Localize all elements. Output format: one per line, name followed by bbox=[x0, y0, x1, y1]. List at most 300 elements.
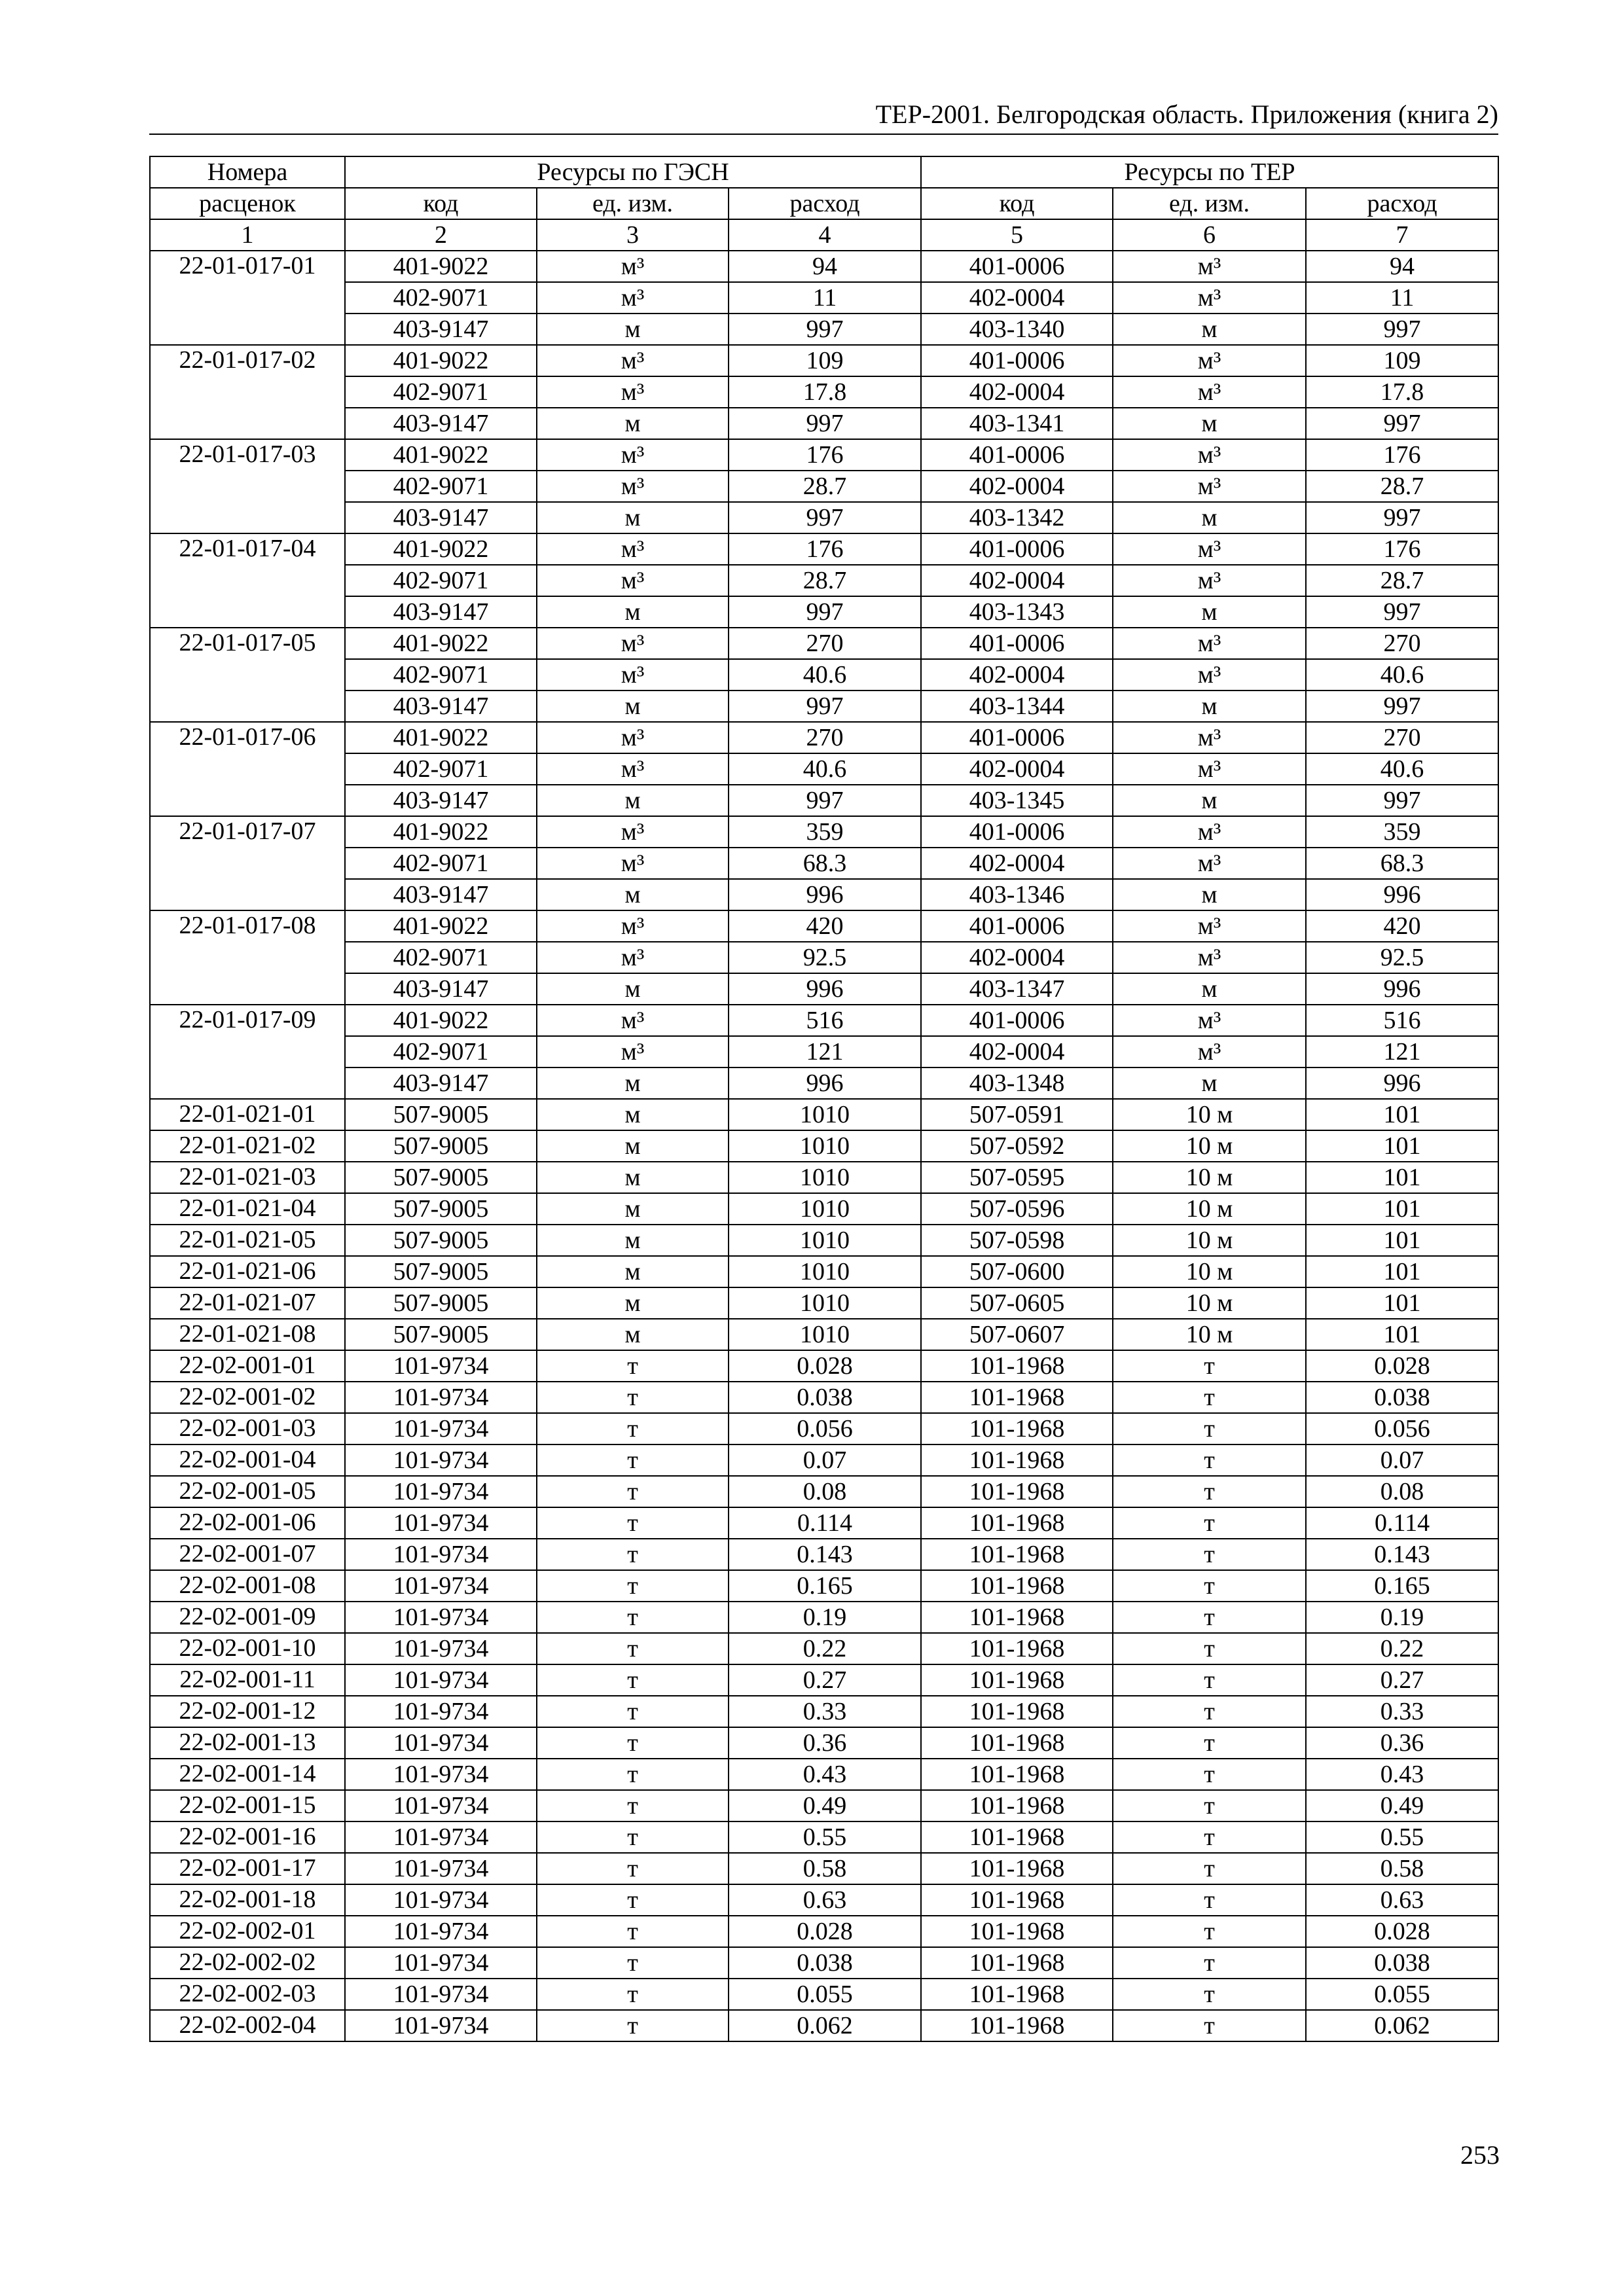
gesn-unit-cell: м bbox=[537, 1256, 729, 1287]
ter-amount-cell: 0.08 bbox=[1306, 1476, 1498, 1507]
rate-number-cell: 22-02-001-06 bbox=[150, 1507, 345, 1539]
ter-unit-cell: м³ bbox=[1113, 942, 1306, 973]
column-number: 1 bbox=[150, 219, 345, 251]
rate-number-cell: 22-02-002-02 bbox=[150, 1947, 345, 1979]
ter-code-cell: 101-1968 bbox=[921, 1444, 1113, 1476]
ter-amount-cell: 0.062 bbox=[1306, 2010, 1498, 2041]
ter-amount-cell: 997 bbox=[1306, 596, 1498, 628]
ter-unit-cell: 10 м bbox=[1113, 1256, 1306, 1287]
ter-amount-cell: 0.143 bbox=[1306, 1539, 1498, 1570]
table-row bbox=[150, 722, 1498, 753]
table-row bbox=[150, 1979, 1498, 2010]
ter-amount-cell: 11 bbox=[1306, 282, 1498, 314]
gesn-code-cell: 101-9734 bbox=[345, 1947, 537, 1979]
ter-code-cell: 507-0595 bbox=[921, 1162, 1113, 1193]
rate-number-cell: 22-02-002-04 bbox=[150, 2010, 345, 2041]
gesn-code-cell: 401-9022 bbox=[345, 533, 537, 565]
ter-unit-cell: 10 м bbox=[1113, 1130, 1306, 1162]
resources-table bbox=[149, 156, 1499, 2042]
ter-unit-cell: м³ bbox=[1113, 471, 1306, 502]
table-row bbox=[150, 345, 1498, 376]
gesn-code-cell: 402-9071 bbox=[345, 942, 537, 973]
ter-amount-cell: 0.55 bbox=[1306, 1821, 1498, 1853]
table-row bbox=[150, 502, 1498, 533]
ter-unit-cell: м³ bbox=[1113, 659, 1306, 691]
ter-unit-cell: т bbox=[1113, 1570, 1306, 1602]
gesn-code-cell: 401-9022 bbox=[345, 345, 537, 376]
gesn-unit-cell: т bbox=[537, 1413, 729, 1444]
header-title: ТЕР-2001. Белгородская область. Приложения (книга 2) bbox=[875, 99, 1498, 129]
gesn-code-cell: 402-9071 bbox=[345, 848, 537, 879]
gesn-amount-cell: 516 bbox=[729, 1005, 921, 1036]
table-row bbox=[150, 848, 1498, 879]
ter-unit-cell: т bbox=[1113, 1853, 1306, 1884]
rate-number-cell: 22-01-021-07 bbox=[150, 1287, 345, 1319]
ter-amount-cell: 420 bbox=[1306, 910, 1498, 942]
rate-number-cell: 22-01-021-05 bbox=[150, 1225, 345, 1256]
table-row bbox=[150, 533, 1498, 565]
ter-unit-cell: т bbox=[1113, 1413, 1306, 1444]
gesn-amount-cell: 176 bbox=[729, 439, 921, 471]
rate-number-cell: 22-01-021-01 bbox=[150, 1099, 345, 1130]
rate-number-cell: 22-01-021-06 bbox=[150, 1256, 345, 1287]
rate-number-cell: 22-02-001-11 bbox=[150, 1664, 345, 1696]
table-row bbox=[150, 1884, 1498, 1916]
gesn-code-cell: 403-9147 bbox=[345, 879, 537, 910]
gesn-unit-cell: м bbox=[537, 1067, 729, 1099]
ter-amount-cell: 0.63 bbox=[1306, 1884, 1498, 1916]
ter-unit-cell: 10 м bbox=[1113, 1225, 1306, 1256]
ter-unit-cell: м bbox=[1113, 408, 1306, 439]
gesn-code-cell: 403-9147 bbox=[345, 502, 537, 533]
ter-code-cell: 101-1968 bbox=[921, 1570, 1113, 1602]
gesn-code-cell: 101-9734 bbox=[345, 1979, 537, 2010]
gesn-amount-cell: 0.055 bbox=[729, 1979, 921, 2010]
table-row bbox=[150, 1193, 1498, 1225]
gesn-code-cell: 507-9005 bbox=[345, 1225, 537, 1256]
gesn-unit-cell: т bbox=[537, 1507, 729, 1539]
gesn-amount-cell: 94 bbox=[729, 251, 921, 282]
ter-amount-cell: 996 bbox=[1306, 879, 1498, 910]
gesn-unit-cell: м bbox=[537, 879, 729, 910]
ter-amount-header: расход bbox=[1306, 188, 1498, 219]
gesn-code-cell: 101-9734 bbox=[345, 1382, 537, 1413]
gesn-unit-cell: м³ bbox=[537, 1005, 729, 1036]
ter-amount-cell: 101 bbox=[1306, 1162, 1498, 1193]
table-row bbox=[150, 1382, 1498, 1413]
ter-amount-cell: 270 bbox=[1306, 628, 1498, 659]
rate-number-cell: 22-02-001-01 bbox=[150, 1350, 345, 1382]
ter-unit-cell: т bbox=[1113, 1382, 1306, 1413]
table-row bbox=[150, 1413, 1498, 1444]
rate-number-cell: 22-02-001-02 bbox=[150, 1382, 345, 1413]
table-row bbox=[150, 282, 1498, 314]
ter-amount-cell: 0.19 bbox=[1306, 1602, 1498, 1633]
column-number: 7 bbox=[1306, 219, 1498, 251]
table-row bbox=[150, 439, 1498, 471]
ter-amount-cell: 996 bbox=[1306, 1067, 1498, 1099]
rate-number-cell: 22-02-001-14 bbox=[150, 1759, 345, 1790]
gesn-amount-cell: 0.028 bbox=[729, 1350, 921, 1382]
gesn-amount-cell: 0.55 bbox=[729, 1821, 921, 1853]
gesn-unit-cell: т bbox=[537, 1570, 729, 1602]
column-number: 3 bbox=[537, 219, 729, 251]
ter-code-cell: 402-0004 bbox=[921, 848, 1113, 879]
ter-code-cell: 101-1968 bbox=[921, 1696, 1113, 1727]
ter-code-cell: 101-1968 bbox=[921, 1476, 1113, 1507]
rate-number-cell: 22-01-017-09 bbox=[150, 1005, 345, 1099]
rate-number-cell: 22-01-021-08 bbox=[150, 1319, 345, 1350]
gesn-amount-cell: 997 bbox=[729, 596, 921, 628]
ter-code-cell: 507-0598 bbox=[921, 1225, 1113, 1256]
gesn-amount-cell: 996 bbox=[729, 973, 921, 1005]
ter-code-cell: 403-1344 bbox=[921, 691, 1113, 722]
gesn-amount-cell: 0.58 bbox=[729, 1853, 921, 1884]
ter-amount-cell: 0.36 bbox=[1306, 1727, 1498, 1759]
gesn-code-cell: 402-9071 bbox=[345, 565, 537, 596]
table-row bbox=[150, 1162, 1498, 1193]
ter-code-cell: 401-0006 bbox=[921, 722, 1113, 753]
gesn-code-cell: 101-9734 bbox=[345, 1821, 537, 1853]
ter-amount-cell: 997 bbox=[1306, 314, 1498, 345]
ter-unit-cell: м bbox=[1113, 314, 1306, 345]
gesn-amount-cell: 0.49 bbox=[729, 1790, 921, 1821]
table-row bbox=[150, 1853, 1498, 1884]
gesn-amount-cell: 359 bbox=[729, 816, 921, 848]
gesn-code-cell: 507-9005 bbox=[345, 1099, 537, 1130]
gesn-unit-cell: т bbox=[537, 1916, 729, 1947]
gesn-amount-cell: 997 bbox=[729, 785, 921, 816]
gesn-amount-cell: 1010 bbox=[729, 1287, 921, 1319]
gesn-unit-cell: м bbox=[537, 408, 729, 439]
gesn-amount-cell: 0.19 bbox=[729, 1602, 921, 1633]
ter-code-cell: 401-0006 bbox=[921, 439, 1113, 471]
rate-number-cell: 22-01-017-01 bbox=[150, 251, 345, 345]
ter-amount-cell: 40.6 bbox=[1306, 659, 1498, 691]
ter-code-cell: 403-1342 bbox=[921, 502, 1113, 533]
ter-unit-cell: м³ bbox=[1113, 816, 1306, 848]
ter-code-cell: 507-0607 bbox=[921, 1319, 1113, 1350]
gesn-unit-cell: м bbox=[537, 973, 729, 1005]
gesn-unit-cell: м³ bbox=[537, 848, 729, 879]
gesn-amount-cell: 997 bbox=[729, 502, 921, 533]
ter-code-cell: 101-1968 bbox=[921, 1539, 1113, 1570]
ter-code-cell: 101-1968 bbox=[921, 1633, 1113, 1664]
ter-unit-cell: м bbox=[1113, 785, 1306, 816]
rate-number-cell: 22-01-017-08 bbox=[150, 910, 345, 1005]
ter-code-cell: 507-0605 bbox=[921, 1287, 1113, 1319]
gesn-amount-cell: 0.07 bbox=[729, 1444, 921, 1476]
ter-code-cell: 101-1968 bbox=[921, 1821, 1113, 1853]
ter-amount-cell: 176 bbox=[1306, 439, 1498, 471]
table-row bbox=[150, 879, 1498, 910]
table-row bbox=[150, 376, 1498, 408]
ter-unit-cell: м bbox=[1113, 691, 1306, 722]
ter-unit-cell: м³ bbox=[1113, 753, 1306, 785]
gesn-amount-cell: 0.062 bbox=[729, 2010, 921, 2041]
ter-code-cell: 507-0600 bbox=[921, 1256, 1113, 1287]
gesn-code-cell: 101-9734 bbox=[345, 1507, 537, 1539]
ter-unit-cell: м³ bbox=[1113, 439, 1306, 471]
gesn-amount-cell: 1010 bbox=[729, 1319, 921, 1350]
rate-number-cell: 22-02-001-12 bbox=[150, 1696, 345, 1727]
table-row bbox=[150, 1067, 1498, 1099]
gesn-unit-cell: м bbox=[537, 1130, 729, 1162]
ter-code-cell: 401-0006 bbox=[921, 1005, 1113, 1036]
ter-unit-cell: м³ bbox=[1113, 565, 1306, 596]
gesn-unit-cell: м³ bbox=[537, 565, 729, 596]
gesn-unit-cell: м bbox=[537, 1099, 729, 1130]
ter-amount-cell: 68.3 bbox=[1306, 848, 1498, 879]
gesn-unit-cell: м³ bbox=[537, 910, 729, 942]
ter-amount-cell: 101 bbox=[1306, 1193, 1498, 1225]
ter-unit-cell: м³ bbox=[1113, 1036, 1306, 1067]
gesn-amount-header: расход bbox=[729, 188, 921, 219]
rate-number-cell: 22-02-001-15 bbox=[150, 1790, 345, 1821]
gesn-code-cell: 403-9147 bbox=[345, 691, 537, 722]
column-number: 5 bbox=[921, 219, 1113, 251]
gesn-unit-cell: м³ bbox=[537, 282, 729, 314]
gesn-unit-cell: м³ bbox=[537, 439, 729, 471]
gesn-unit-cell: т bbox=[537, 1476, 729, 1507]
gesn-code-cell: 402-9071 bbox=[345, 753, 537, 785]
ter-amount-cell: 101 bbox=[1306, 1256, 1498, 1287]
ter-code-cell: 403-1345 bbox=[921, 785, 1113, 816]
ter-code-cell: 402-0004 bbox=[921, 942, 1113, 973]
gesn-unit-cell: т bbox=[537, 1979, 729, 2010]
ter-amount-cell: 270 bbox=[1306, 722, 1498, 753]
ter-unit-cell: т bbox=[1113, 1916, 1306, 1947]
gesn-code-cell: 101-9734 bbox=[345, 1853, 537, 1884]
ter-unit-cell: т bbox=[1113, 1444, 1306, 1476]
gesn-unit-cell: м bbox=[537, 596, 729, 628]
gesn-amount-cell: 996 bbox=[729, 879, 921, 910]
table-row bbox=[150, 910, 1498, 942]
rate-number-cell: 22-01-017-03 bbox=[150, 439, 345, 533]
ter-group-header: Ресурсы по ТЕР bbox=[921, 156, 1498, 188]
ter-unit-cell: м³ bbox=[1113, 1005, 1306, 1036]
ter-code-cell: 101-1968 bbox=[921, 1727, 1113, 1759]
gesn-amount-cell: 270 bbox=[729, 722, 921, 753]
table-row bbox=[150, 1916, 1498, 1947]
gesn-amount-cell: 997 bbox=[729, 314, 921, 345]
gesn-unit-cell: т bbox=[537, 1759, 729, 1790]
ter-code-cell: 402-0004 bbox=[921, 282, 1113, 314]
gesn-code-cell: 402-9071 bbox=[345, 471, 537, 502]
gesn-code-cell: 403-9147 bbox=[345, 1067, 537, 1099]
ter-unit-cell: т bbox=[1113, 1727, 1306, 1759]
gesn-unit-cell: т bbox=[537, 1444, 729, 1476]
ter-code-cell: 101-1968 bbox=[921, 1413, 1113, 1444]
ter-unit-header: ед. изм. bbox=[1113, 188, 1306, 219]
ter-unit-cell: т bbox=[1113, 1633, 1306, 1664]
column-number: 4 bbox=[729, 219, 921, 251]
table-row bbox=[150, 1821, 1498, 1853]
ter-code-header: код bbox=[921, 188, 1113, 219]
ter-unit-cell: т bbox=[1113, 1979, 1306, 2010]
ter-code-cell: 101-1968 bbox=[921, 1947, 1113, 1979]
rate-number-cell: 22-01-021-04 bbox=[150, 1193, 345, 1225]
gesn-unit-cell: м³ bbox=[537, 345, 729, 376]
gesn-unit-cell: т bbox=[537, 1947, 729, 1979]
ter-unit-cell: т bbox=[1113, 1507, 1306, 1539]
gesn-amount-cell: 92.5 bbox=[729, 942, 921, 973]
ter-unit-cell: т bbox=[1113, 1539, 1306, 1570]
gesn-amount-cell: 0.038 bbox=[729, 1947, 921, 1979]
ter-code-cell: 507-0591 bbox=[921, 1099, 1113, 1130]
gesn-code-cell: 101-9734 bbox=[345, 1916, 537, 1947]
ter-unit-cell: т bbox=[1113, 1350, 1306, 1382]
gesn-unit-cell: м bbox=[537, 314, 729, 345]
ter-code-cell: 401-0006 bbox=[921, 628, 1113, 659]
ter-code-cell: 402-0004 bbox=[921, 659, 1113, 691]
header-row-2 bbox=[150, 188, 1498, 219]
ter-code-cell: 401-0006 bbox=[921, 345, 1113, 376]
gesn-code-cell: 403-9147 bbox=[345, 408, 537, 439]
ter-code-cell: 403-1348 bbox=[921, 1067, 1113, 1099]
table-row bbox=[150, 596, 1498, 628]
ter-amount-cell: 0.22 bbox=[1306, 1633, 1498, 1664]
gesn-code-cell: 402-9071 bbox=[345, 376, 537, 408]
table-row bbox=[150, 251, 1498, 282]
gesn-amount-cell: 11 bbox=[729, 282, 921, 314]
ter-unit-cell: м³ bbox=[1113, 722, 1306, 753]
gesn-code-cell: 507-9005 bbox=[345, 1130, 537, 1162]
gesn-unit-cell: м³ bbox=[537, 753, 729, 785]
ter-amount-cell: 0.055 bbox=[1306, 1979, 1498, 2010]
ter-amount-cell: 101 bbox=[1306, 1225, 1498, 1256]
ter-code-cell: 401-0006 bbox=[921, 816, 1113, 848]
gesn-code-cell: 403-9147 bbox=[345, 973, 537, 1005]
gesn-amount-cell: 1010 bbox=[729, 1099, 921, 1130]
gesn-unit-cell: м bbox=[537, 1287, 729, 1319]
ter-unit-cell: м³ bbox=[1113, 628, 1306, 659]
gesn-amount-cell: 0.36 bbox=[729, 1727, 921, 1759]
ter-unit-cell: т bbox=[1113, 1696, 1306, 1727]
gesn-unit-cell: т bbox=[537, 1350, 729, 1382]
ter-amount-cell: 0.056 bbox=[1306, 1413, 1498, 1444]
gesn-amount-cell: 0.114 bbox=[729, 1507, 921, 1539]
table-row bbox=[150, 785, 1498, 816]
ter-unit-cell: т bbox=[1113, 1790, 1306, 1821]
gesn-amount-cell: 0.165 bbox=[729, 1570, 921, 1602]
table-row bbox=[150, 1790, 1498, 1821]
gesn-code-cell: 401-9022 bbox=[345, 1005, 537, 1036]
ter-amount-cell: 516 bbox=[1306, 1005, 1498, 1036]
ter-amount-cell: 176 bbox=[1306, 533, 1498, 565]
rate-number-cell: 22-02-001-05 bbox=[150, 1476, 345, 1507]
ter-amount-cell: 359 bbox=[1306, 816, 1498, 848]
ter-amount-cell: 997 bbox=[1306, 691, 1498, 722]
table-row bbox=[150, 628, 1498, 659]
rate-number-cell: 22-01-017-02 bbox=[150, 345, 345, 439]
table-row bbox=[150, 973, 1498, 1005]
rate-number-cell: 22-02-001-10 bbox=[150, 1633, 345, 1664]
gesn-amount-cell: 176 bbox=[729, 533, 921, 565]
numbers-header-top: Номера bbox=[150, 156, 345, 188]
ter-amount-cell: 17.8 bbox=[1306, 376, 1498, 408]
gesn-unit-cell: м bbox=[537, 691, 729, 722]
table-row bbox=[150, 1947, 1498, 1979]
table-row bbox=[150, 408, 1498, 439]
ter-code-cell: 402-0004 bbox=[921, 471, 1113, 502]
table-row bbox=[150, 942, 1498, 973]
table-row bbox=[150, 1350, 1498, 1382]
gesn-unit-cell: м³ bbox=[537, 251, 729, 282]
ter-unit-cell: м³ bbox=[1113, 345, 1306, 376]
gesn-unit-cell: т bbox=[537, 1602, 729, 1633]
rate-number-cell: 22-02-001-04 bbox=[150, 1444, 345, 1476]
gesn-unit-cell: т bbox=[537, 1696, 729, 1727]
ter-code-cell: 403-1347 bbox=[921, 973, 1113, 1005]
gesn-code-cell: 101-9734 bbox=[345, 2010, 537, 2041]
rate-number-cell: 22-02-001-18 bbox=[150, 1884, 345, 1916]
ter-code-cell: 403-1341 bbox=[921, 408, 1113, 439]
ter-unit-cell: т bbox=[1113, 1602, 1306, 1633]
ter-unit-cell: 10 м bbox=[1113, 1193, 1306, 1225]
gesn-amount-cell: 0.143 bbox=[729, 1539, 921, 1570]
gesn-code-cell: 101-9734 bbox=[345, 1633, 537, 1664]
ter-amount-cell: 996 bbox=[1306, 973, 1498, 1005]
rate-number-cell: 22-02-001-09 bbox=[150, 1602, 345, 1633]
table-row bbox=[150, 471, 1498, 502]
gesn-code-cell: 403-9147 bbox=[345, 596, 537, 628]
gesn-code-cell: 507-9005 bbox=[345, 1256, 537, 1287]
gesn-amount-cell: 1010 bbox=[729, 1130, 921, 1162]
gesn-code-cell: 401-9022 bbox=[345, 439, 537, 471]
ter-unit-cell: 10 м bbox=[1113, 1099, 1306, 1130]
gesn-unit-cell: т bbox=[537, 1539, 729, 1570]
gesn-code-cell: 101-9734 bbox=[345, 1570, 537, 1602]
ter-unit-cell: т bbox=[1113, 1947, 1306, 1979]
gesn-amount-cell: 997 bbox=[729, 408, 921, 439]
gesn-code-cell: 101-9734 bbox=[345, 1476, 537, 1507]
table-row bbox=[150, 314, 1498, 345]
gesn-code-cell: 101-9734 bbox=[345, 1350, 537, 1382]
ter-code-cell: 403-1343 bbox=[921, 596, 1113, 628]
table-row bbox=[150, 1287, 1498, 1319]
gesn-amount-cell: 40.6 bbox=[729, 659, 921, 691]
rate-number-cell: 22-02-001-03 bbox=[150, 1413, 345, 1444]
ter-code-cell: 402-0004 bbox=[921, 565, 1113, 596]
gesn-unit-cell: м bbox=[537, 1162, 729, 1193]
gesn-code-cell: 402-9071 bbox=[345, 659, 537, 691]
gesn-amount-cell: 1010 bbox=[729, 1225, 921, 1256]
table-row bbox=[150, 565, 1498, 596]
gesn-amount-cell: 17.8 bbox=[729, 376, 921, 408]
gesn-code-cell: 401-9022 bbox=[345, 910, 537, 942]
table-row bbox=[150, 1759, 1498, 1790]
ter-code-cell: 101-1968 bbox=[921, 1350, 1113, 1382]
table-row bbox=[150, 1696, 1498, 1727]
gesn-amount-cell: 0.63 bbox=[729, 1884, 921, 1916]
ter-unit-cell: м bbox=[1113, 1067, 1306, 1099]
rate-number-cell: 22-01-021-02 bbox=[150, 1130, 345, 1162]
column-number: 2 bbox=[345, 219, 537, 251]
table-row bbox=[150, 1319, 1498, 1350]
ter-unit-cell: 10 м bbox=[1113, 1287, 1306, 1319]
gesn-amount-cell: 420 bbox=[729, 910, 921, 942]
gesn-unit-cell: т bbox=[537, 2010, 729, 2041]
gesn-code-cell: 101-9734 bbox=[345, 1602, 537, 1633]
ter-amount-cell: 101 bbox=[1306, 1287, 1498, 1319]
ter-unit-cell: м bbox=[1113, 502, 1306, 533]
ter-amount-cell: 0.028 bbox=[1306, 1916, 1498, 1947]
ter-amount-cell: 0.27 bbox=[1306, 1664, 1498, 1696]
ter-amount-cell: 997 bbox=[1306, 502, 1498, 533]
gesn-code-cell: 101-9734 bbox=[345, 1664, 537, 1696]
gesn-amount-cell: 1010 bbox=[729, 1162, 921, 1193]
